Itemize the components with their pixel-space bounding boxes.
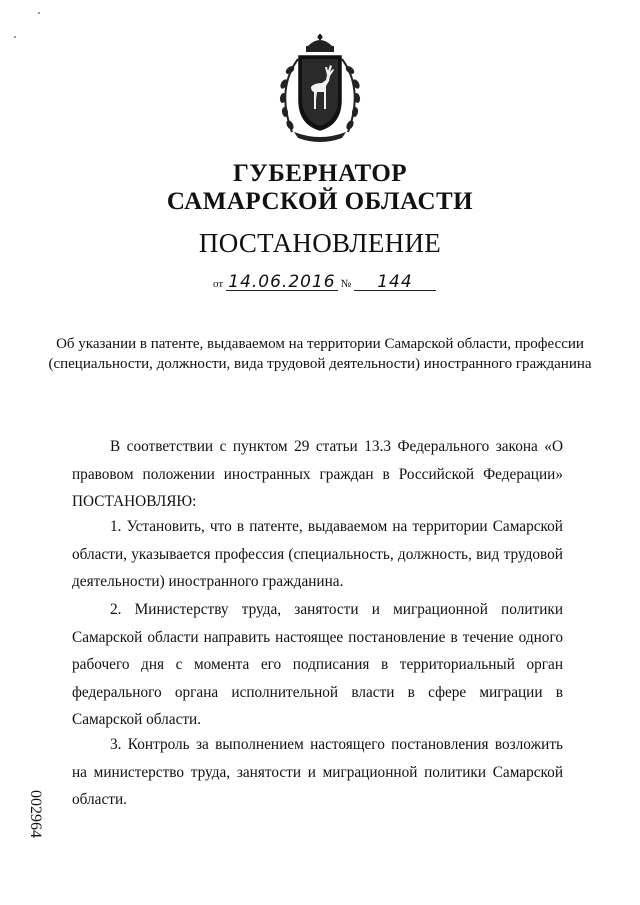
scan-speck	[14, 36, 16, 38]
preamble-paragraph: В соответствии с пунктом 29 статьи 13.3 Федерального закона «О правовом положении иностранных граждан в Российской Федерации» ПОСТАНОВЛЯЮ:	[72, 438, 563, 510]
clause-3-paragraph: 3. Контроль за выполнением настоящего постановления возложить на министерство труда, занятости и миграционной политики Самарской области.	[72, 736, 563, 808]
number-value: 144	[354, 274, 436, 291]
document-type: ПОСТАНОВЛЕНИЕ	[198, 228, 442, 258]
date-value: 14.06.2016	[226, 274, 338, 291]
coat-of-arms-icon	[270, 34, 370, 144]
scan-speck	[38, 12, 40, 14]
clause-2-paragraph: 2. Министерству труда, занятости и миграционной политики Самарской области направить настоящее постановление в течение одного рабочего дня с момента его подписания в территориальный орган федерального органа исполнительной власти в сфере миграции в Самарской области.	[72, 601, 563, 728]
issuer-region: САМАРСКОЙ ОБЛАСТИ	[166, 188, 474, 215]
issuer-title: ГУБЕРНАТОР	[232, 160, 408, 187]
clause-1-paragraph: 1. Установить, что в патенте, выдаваемом на территории Самарской области, указывается профессия (специальность, должность, вид трудовой деятельности) иностранного гражданина.	[72, 518, 563, 590]
number-prefix: №	[340, 278, 352, 290]
date-prefix: от	[213, 278, 224, 290]
date-number-line	[213, 274, 436, 291]
registration-code: 002964	[27, 790, 44, 838]
document-subject: Об указании в патенте, выдаваемом на территории Самарской области, профессии (специальности, должности, вида трудовой деятельности) иностранного гражданина	[48, 336, 592, 372]
